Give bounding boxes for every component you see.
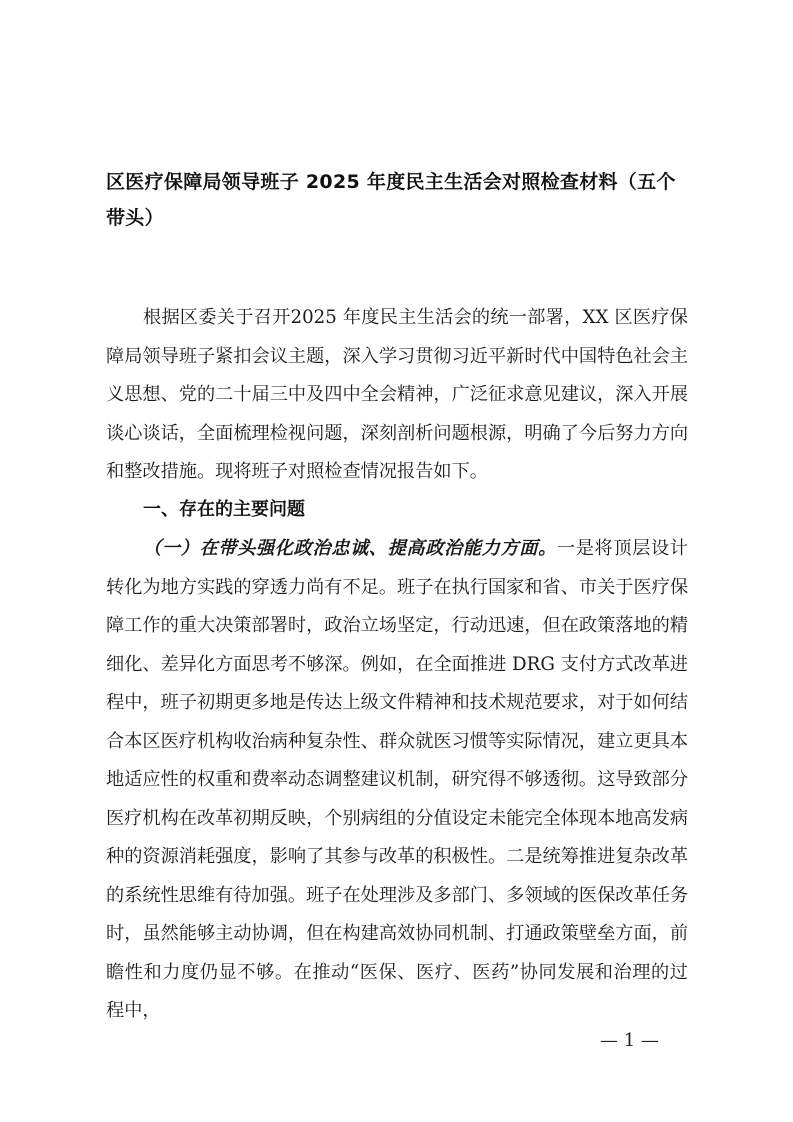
page-number: — 1 — [600,1030,659,1051]
subsection-paragraph [106,530,688,1031]
document-title: 区医疗保障局领导班子 2025 年度民主生活会对照检查材料（五个带头） [106,171,676,229]
section-heading: 一、存在的主要问题 [143,499,305,520]
subsection-lead: （一）在带头强化政治忠诚、提高政治能力方面。 [143,538,557,559]
subsection-body: 一是将顶层设计转化为地方实践的穿透力尚有不足。班子在执行国家和省、市关于医疗保障工作的重大决策部署时，政治立场坚定，行动迅速，但在政策落地的精细化、差异化方面思考不够深。例如，在全面推进 DRG 支付方式改革进程中，班子初期更多地是传达上级文件精神和技术规范要求，对于如何结合本区医疗机构收治病种复杂性、群众就医习惯等实际情况，建立更具本地适应性的权重和费率动态调整建议机制，研究得不够透彻。这导致部分医疗机构在改革初期反映，个别病组的分值设定未能完全体现本地高发病种的资源消耗强度，影响了其参与改革的积极性。二是统筹推进复杂改革的系统性思维有待加强。班子在处理涉及多部门、多领域的医保改革任务时，虽然能够主动协调，但在构建高效协同机制、打通政策壁垒方面，前瞻性和力度仍显不够。在推动“医保、医疗、医药”协同发展和治理的过程中， [106,538,689,1021]
intro-paragraph: 根据区委关于召开2025 年度民主生活会的统一部署，XX 区医疗保障局领导班子紧扣会议主题，深入学习贯彻习近平新时代中国特色社会主义思想、党的二十届三中及四中全会精神，广泛征求意见建议，深入开展谈心谈话，全面梳理检视问题，深刻剖析问题根源，明确了今后努力方向和整改措施。现将班子对照检查情况报告如下。 [106,307,689,482]
